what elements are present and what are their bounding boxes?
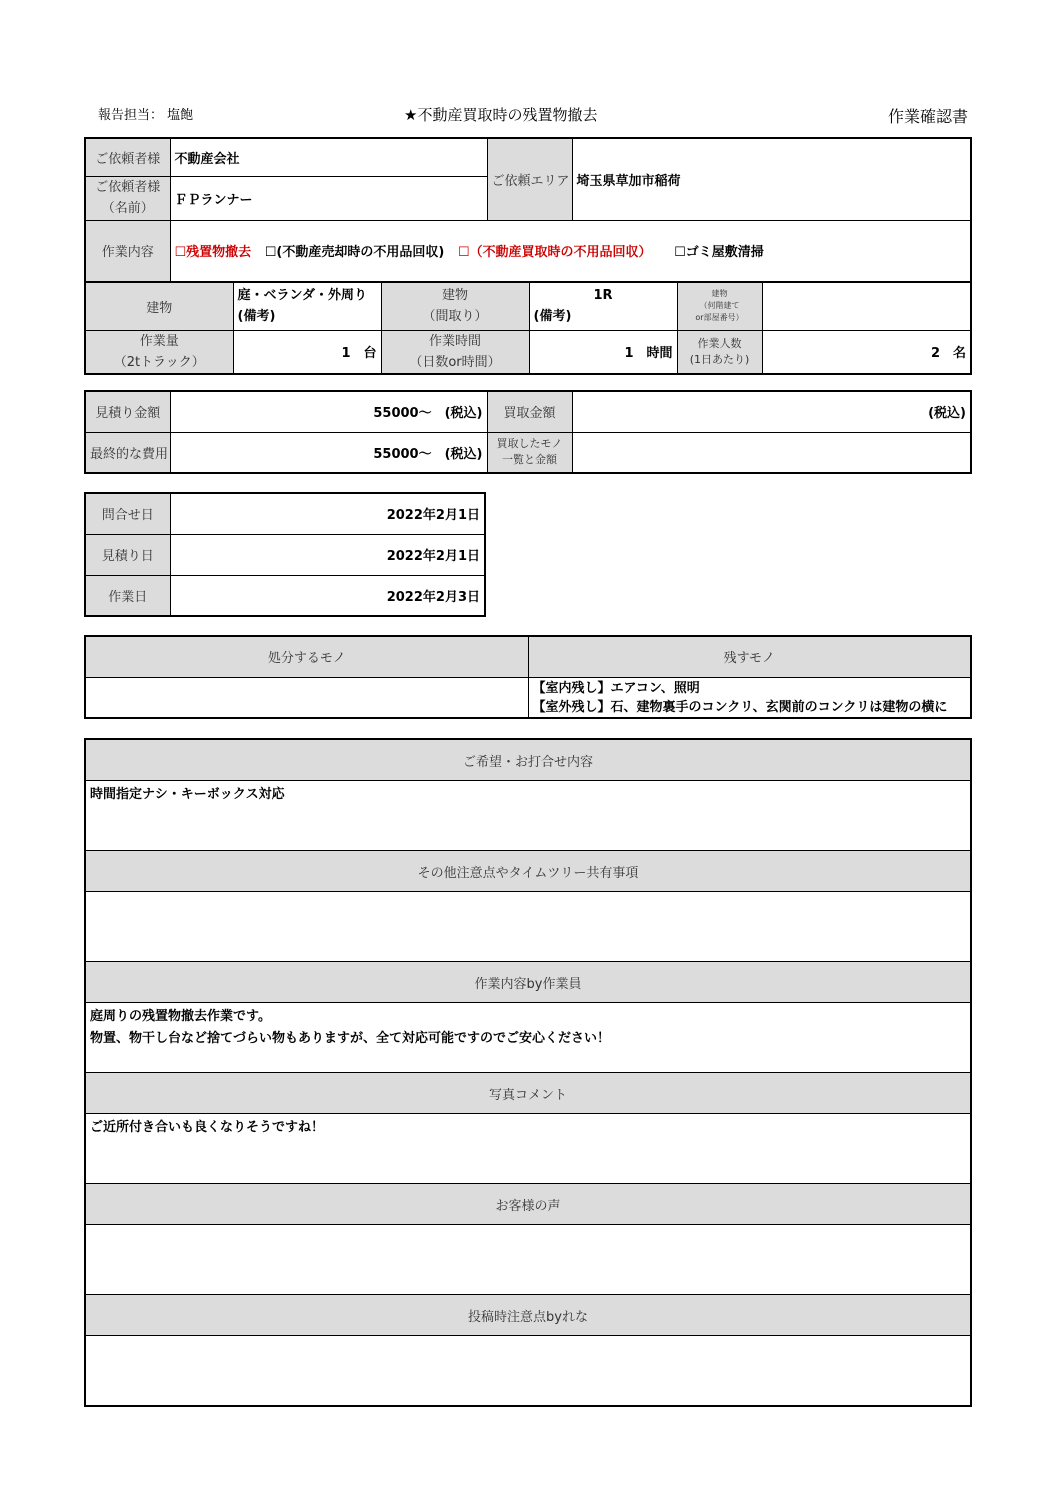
layout-value-text: 1R (593, 288, 613, 303)
staff-label-line2: (1日あたり) (689, 352, 750, 366)
keep-items-line2: 【室外残し】石、建物裏手のコンクリ、玄関前のコンクリは建物の横に (532, 699, 948, 715)
work-type-option-removal: ☐残置物撤去 (174, 245, 252, 261)
estimate-date-value: 2022年2月1日 (170, 534, 485, 575)
section-body-wishes (85, 781, 971, 851)
final-cost-label: 最終的な費用 (85, 432, 170, 473)
client-info-table (84, 137, 972, 283)
time-label-line2: （日数or時間） (409, 354, 501, 370)
layout-value (529, 282, 677, 330)
amount-value: 1 台 (233, 330, 381, 374)
staff-value: 2 名 (762, 330, 971, 374)
section-body-customer-voice (85, 1225, 971, 1295)
bought-items-value (572, 432, 971, 473)
building-label: 建物 (85, 282, 233, 330)
layout-label-line1: 建物 (441, 288, 468, 304)
section-header-worker-report: 作業内容by作業員 (85, 962, 971, 1003)
amount-label (85, 330, 233, 374)
bought-items-label-line2: 一覧と金額 (502, 453, 557, 467)
floor-value (762, 282, 971, 330)
amount-label-line1: 作業量 (139, 333, 179, 349)
document-type: 作業確認書 (888, 107, 969, 126)
building-info-table (84, 281, 972, 375)
bought-items-label-line1: 買取したモノ (496, 437, 563, 451)
inquiry-date-value: 2022年2月1日 (170, 493, 485, 534)
estimate-date-label: 見積り日 (85, 534, 170, 575)
layout-label (381, 282, 529, 330)
estimate-label: 見積り金額 (85, 391, 170, 432)
section-header-other-notes: その他注意点やタイムツリー共有事項 (85, 851, 971, 892)
area-value: 埼玉県草加市稲荷 (572, 138, 971, 220)
section-body-worker-report-line1: 庭周りの残置物撤去作業です。 (90, 1009, 271, 1024)
dates-table (84, 492, 486, 617)
work-date-label: 作業日 (85, 575, 170, 616)
floor-label-line2: （何階建て (699, 301, 740, 311)
section-body-worker-report (85, 1003, 971, 1073)
staff-label (677, 330, 762, 374)
floor-label (677, 282, 762, 330)
section-header-posting-notes: 投稿時注意点byれな (85, 1295, 971, 1336)
client-name-label (85, 176, 170, 220)
pricing-table (84, 390, 972, 474)
inquiry-date-label: 問合せ日 (85, 493, 170, 534)
work-date-value: 2022年2月3日 (170, 575, 485, 616)
layout-note: (備考) (533, 309, 572, 324)
staff-label-line1: 作業人数 (697, 336, 742, 350)
client-name-label-line2: （名前） (101, 201, 154, 216)
work-type-option-purchase: ☐（不動産買取時の不用品回収） (457, 245, 652, 261)
section-header-photo-comment: 写真コメント (85, 1073, 971, 1114)
final-cost-value: 55000～ (税込) (170, 432, 487, 473)
client-value: 不動産会社 (170, 138, 487, 176)
client-label: ご依頼者様 (85, 138, 170, 176)
client-name-label-line1: ご依頼者様 (95, 180, 161, 195)
work-type-option-sale: ☐(不動産売却時の不用品回収) (264, 245, 445, 261)
section-body-wishes-line1: 時間指定ナシ・キーボックス対応 (90, 787, 285, 802)
purchase-value: (税込) (572, 391, 971, 432)
items-table (84, 635, 972, 719)
keep-items-value (528, 677, 971, 718)
layout-label-line2: （間取り） (422, 309, 488, 325)
work-type-option-garbage-house: ☐ゴミ屋敷清掃 (674, 245, 764, 261)
time-value: 1 時間 (529, 330, 677, 374)
purchase-label: 買取金額 (487, 391, 572, 432)
dispose-items-label: 処分するモノ (85, 636, 528, 677)
notes-table (84, 738, 972, 1407)
keep-items-line1: 【室内残し】エアコン、照明 (532, 680, 700, 696)
area-label: ご依頼エリア (487, 138, 572, 220)
reporter-label: 報告担当： 塩飽 (98, 108, 194, 123)
work-type-label: 作業内容 (85, 220, 170, 282)
building-value (233, 282, 381, 330)
amount-label-line2: （2tトラック） (113, 354, 205, 370)
building-value-text: 庭・ベランダ・外周り (237, 288, 367, 303)
section-body-photo-comment (85, 1114, 971, 1184)
document-title: ★不動産買取時の残置物撤去 (404, 106, 598, 124)
work-type-options (170, 220, 971, 282)
dispose-items-value (85, 677, 528, 718)
section-body-posting-notes (85, 1336, 971, 1407)
floor-label-line1: 建物 (711, 289, 728, 299)
estimate-value: 55000～ (税込) (170, 391, 487, 432)
section-body-photo-comment-line1: ご近所付き合いも良くなりそうですね！ (90, 1120, 325, 1135)
building-note: (備考) (237, 309, 276, 324)
client-name-value: ＦＰランナー (170, 176, 487, 220)
floor-label-line3: or部屋番号） (695, 313, 744, 323)
section-body-worker-report-line2: 物置、物干し台など捨てづらい物もありますが、全て対応可能ですのでご安心ください！ (90, 1031, 611, 1046)
section-header-wishes: ご希望・お打合せ内容 (85, 739, 971, 781)
time-label-line1: 作業時間 (428, 333, 481, 349)
time-label (381, 330, 529, 374)
bought-items-label (487, 432, 572, 473)
keep-items-label: 残すモノ (528, 636, 971, 677)
section-header-customer-voice: お客様の声 (85, 1184, 971, 1225)
section-body-other-notes (85, 892, 971, 962)
